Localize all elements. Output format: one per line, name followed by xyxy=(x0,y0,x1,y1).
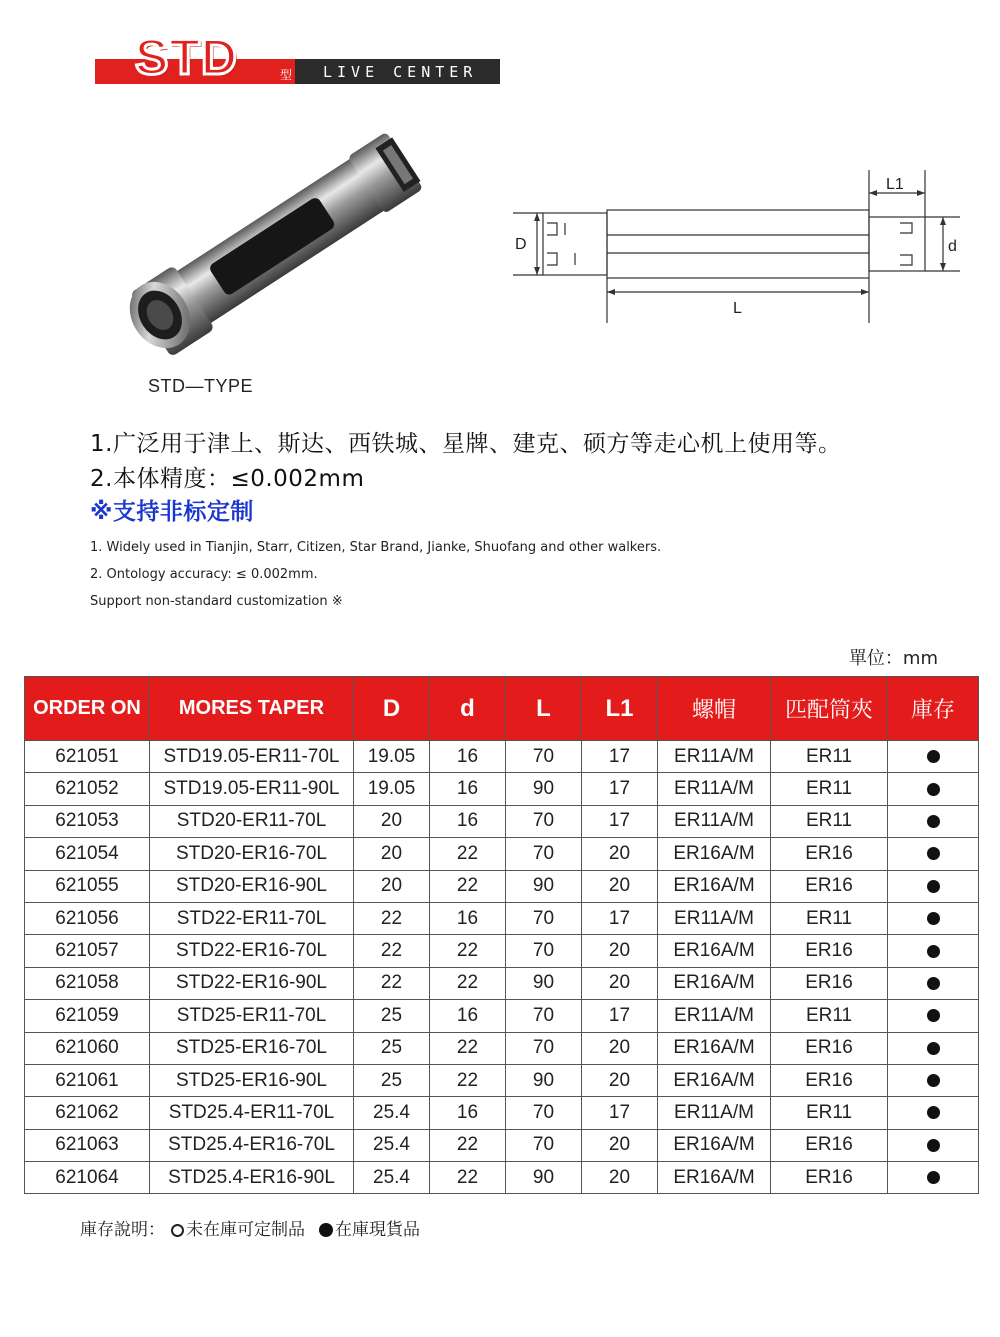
cell-collet: ER16 xyxy=(771,838,888,870)
header-collet: 匹配筒夾 xyxy=(771,677,888,741)
cell-d: 16 xyxy=(430,902,506,934)
cell-L1: 17 xyxy=(582,805,658,837)
table-row xyxy=(25,1000,979,1032)
cell-L1: 17 xyxy=(582,741,658,773)
in-stock-filled-circle-icon xyxy=(927,1106,940,1119)
header-order-no: ORDER ON xyxy=(25,677,150,741)
cell-nut: ER16A/M xyxy=(658,1064,771,1096)
cell-d: 22 xyxy=(430,838,506,870)
cell-model: STD19.05-ER11-70L xyxy=(150,741,354,773)
cell-stock xyxy=(888,967,979,999)
cell-nut: ER16A/M xyxy=(658,1129,771,1161)
header-stock: 庫存 xyxy=(888,677,979,741)
cell-d: 22 xyxy=(430,870,506,902)
dim-D-label: D xyxy=(515,236,527,253)
cell-D: 25.4 xyxy=(354,1129,430,1161)
cell-stock xyxy=(888,1032,979,1064)
header-model: MORES TAPER xyxy=(150,677,354,741)
cell-L1: 20 xyxy=(582,870,658,902)
table-row xyxy=(25,1097,979,1129)
cell-D: 25 xyxy=(354,1000,430,1032)
in-stock-filled-circle-icon xyxy=(927,912,940,925)
in-stock-filled-circle-icon xyxy=(927,750,940,763)
cell-D: 20 xyxy=(354,870,430,902)
cell-stock xyxy=(888,870,979,902)
cell-d: 22 xyxy=(430,935,506,967)
cell-model: STD25-ER16-90L xyxy=(150,1064,354,1096)
header-nut: 螺帽 xyxy=(658,677,771,741)
cell-model: STD20-ER16-70L xyxy=(150,838,354,870)
cell-d: 16 xyxy=(430,1000,506,1032)
cell-L: 70 xyxy=(506,935,582,967)
cell-nut: ER16A/M xyxy=(658,967,771,999)
cell-order-no: 621060 xyxy=(25,1032,150,1064)
in-stock-filled-circle-icon xyxy=(927,1009,940,1022)
stock-legend-filled: 在庫現貨品 xyxy=(335,1220,420,1240)
table-row xyxy=(25,741,979,773)
cell-stock xyxy=(888,935,979,967)
cell-L: 70 xyxy=(506,1032,582,1064)
cell-model: STD25-ER11-70L xyxy=(150,1000,354,1032)
header-banner xyxy=(95,29,499,86)
cell-L1: 20 xyxy=(582,838,658,870)
cell-L: 90 xyxy=(506,967,582,999)
cell-nut: ER11A/M xyxy=(658,741,771,773)
cell-model: STD19.05-ER11-90L xyxy=(150,773,354,805)
cell-D: 19.05 xyxy=(354,773,430,805)
cell-nut: ER11A/M xyxy=(658,805,771,837)
cell-L: 90 xyxy=(506,870,582,902)
cell-model: STD25-ER16-70L xyxy=(150,1032,354,1064)
description-en-line-3: Support non-standard customization ※ xyxy=(90,594,343,609)
table-row xyxy=(25,902,979,934)
cell-stock xyxy=(888,741,979,773)
in-stock-filled-circle-icon xyxy=(927,945,940,958)
cell-stock xyxy=(888,1162,979,1194)
cell-model: STD20-ER11-70L xyxy=(150,805,354,837)
stock-legend-prefix: 庫存說明： xyxy=(80,1220,165,1240)
open-circle-icon xyxy=(171,1224,184,1237)
cell-d: 16 xyxy=(430,805,506,837)
cell-nut: ER16A/M xyxy=(658,935,771,967)
cell-order-no: 621056 xyxy=(25,902,150,934)
cell-L: 90 xyxy=(506,1162,582,1194)
cell-collet: ER16 xyxy=(771,1032,888,1064)
header-d: d xyxy=(430,677,506,741)
cell-d: 16 xyxy=(430,773,506,805)
cell-model: STD22-ER16-70L xyxy=(150,935,354,967)
cell-collet: ER11 xyxy=(771,1097,888,1129)
cell-d: 22 xyxy=(430,1032,506,1064)
cell-L1: 17 xyxy=(582,773,658,805)
header-D: D xyxy=(354,677,430,741)
cell-collet: ER11 xyxy=(771,741,888,773)
dim-L1-label: L1 xyxy=(886,176,904,193)
cell-D: 25 xyxy=(354,1032,430,1064)
cell-collet: ER16 xyxy=(771,1129,888,1161)
cell-order-no: 621059 xyxy=(25,1000,150,1032)
cell-L: 70 xyxy=(506,1000,582,1032)
cell-order-no: 621064 xyxy=(25,1162,150,1194)
cell-L1: 20 xyxy=(582,1162,658,1194)
cell-collet: ER11 xyxy=(771,902,888,934)
banner-subtitle: LIVE CENTER xyxy=(323,63,478,81)
cell-model: STD22-ER11-70L xyxy=(150,902,354,934)
cell-D: 25 xyxy=(354,1064,430,1096)
cell-nut: ER11A/M xyxy=(658,902,771,934)
header-L1: L1 xyxy=(582,677,658,741)
table-row xyxy=(25,1129,979,1161)
cell-collet: ER11 xyxy=(771,773,888,805)
cell-stock xyxy=(888,805,979,837)
in-stock-filled-circle-icon xyxy=(927,783,940,796)
cell-collet: ER16 xyxy=(771,1064,888,1096)
cell-nut: ER11A/M xyxy=(658,1097,771,1129)
custom-note-cn: ※支持非标定制 xyxy=(90,499,254,525)
cell-d: 16 xyxy=(430,1097,506,1129)
cell-D: 22 xyxy=(354,935,430,967)
cell-D: 20 xyxy=(354,838,430,870)
description-cn-line-2: 2.本体精度：≤0.002mm xyxy=(90,466,365,492)
cell-order-no: 621057 xyxy=(25,935,150,967)
stock-legend xyxy=(80,1215,420,1240)
cell-stock xyxy=(888,1000,979,1032)
cell-L1: 20 xyxy=(582,1064,658,1096)
table-row xyxy=(25,870,979,902)
cell-stock xyxy=(888,1129,979,1161)
table-body xyxy=(25,741,979,1194)
cell-d: 16 xyxy=(430,741,506,773)
dim-L-label: L xyxy=(733,300,742,317)
product-type-label: STD—TYPE xyxy=(148,376,254,396)
cell-stock xyxy=(888,773,979,805)
cell-L: 70 xyxy=(506,1097,582,1129)
cell-order-no: 621063 xyxy=(25,1129,150,1161)
cell-order-no: 621054 xyxy=(25,838,150,870)
table-header-row xyxy=(25,677,979,741)
cell-D: 19.05 xyxy=(354,741,430,773)
cell-order-no: 621061 xyxy=(25,1064,150,1096)
description-en-line-1: 1. Widely used in Tianjin, Starr, Citizen, Star Brand, Jianke, Shuofang and other walkers. xyxy=(90,540,662,555)
cell-collet: ER11 xyxy=(771,805,888,837)
cell-nut: ER16A/M xyxy=(658,1032,771,1064)
cell-order-no: 621062 xyxy=(25,1097,150,1129)
cell-collet: ER16 xyxy=(771,1162,888,1194)
cell-L: 90 xyxy=(506,1064,582,1096)
cell-D: 25.4 xyxy=(354,1097,430,1129)
cell-d: 22 xyxy=(430,967,506,999)
cell-model: STD25.4-ER11-70L xyxy=(150,1097,354,1129)
cell-D: 25.4 xyxy=(354,1162,430,1194)
type-char: 型 xyxy=(280,68,293,82)
table-row xyxy=(25,1162,979,1194)
dimension-drawing xyxy=(505,165,970,330)
table-row xyxy=(25,805,979,837)
in-stock-filled-circle-icon xyxy=(927,1171,940,1184)
in-stock-filled-circle-icon xyxy=(927,847,940,860)
cell-order-no: 621055 xyxy=(25,870,150,902)
cell-L: 70 xyxy=(506,805,582,837)
table-row xyxy=(25,967,979,999)
description-cn-line-1: 1.广泛用于津上、斯达、西铁城、星牌、建克、硕方等走心机上使用等。 xyxy=(90,431,842,457)
cell-order-no: 621053 xyxy=(25,805,150,837)
in-stock-filled-circle-icon xyxy=(927,815,940,828)
cell-L1: 17 xyxy=(582,902,658,934)
cell-stock xyxy=(888,838,979,870)
cell-L1: 20 xyxy=(582,1032,658,1064)
cell-L: 70 xyxy=(506,741,582,773)
cell-collet: ER11 xyxy=(771,1000,888,1032)
cell-model: STD25.4-ER16-70L xyxy=(150,1129,354,1161)
table-row xyxy=(25,935,979,967)
cell-L1: 20 xyxy=(582,967,658,999)
description-en-line-2: 2. Ontology accuracy: ≤ 0.002mm. xyxy=(90,567,318,582)
cell-L1: 20 xyxy=(582,1129,658,1161)
filled-circle-icon xyxy=(319,1223,333,1237)
cell-order-no: 621052 xyxy=(25,773,150,805)
table-row xyxy=(25,1032,979,1064)
cell-D: 20 xyxy=(354,805,430,837)
in-stock-filled-circle-icon xyxy=(927,880,940,893)
cell-d: 22 xyxy=(430,1064,506,1096)
cell-D: 22 xyxy=(354,902,430,934)
cell-nut: ER11A/M xyxy=(658,773,771,805)
live-center-product-image xyxy=(110,115,450,365)
cell-nut: ER16A/M xyxy=(658,838,771,870)
cell-order-no: 621058 xyxy=(25,967,150,999)
cell-model: STD22-ER16-90L xyxy=(150,967,354,999)
cell-D: 22 xyxy=(354,967,430,999)
brand-title: STD xyxy=(135,29,238,85)
in-stock-filled-circle-icon xyxy=(927,1139,940,1152)
cell-stock xyxy=(888,1097,979,1129)
table-row xyxy=(25,838,979,870)
cell-L1: 17 xyxy=(582,1097,658,1129)
cell-model: STD25.4-ER16-90L xyxy=(150,1162,354,1194)
cell-stock xyxy=(888,902,979,934)
cell-collet: ER16 xyxy=(771,967,888,999)
cell-d: 22 xyxy=(430,1162,506,1194)
cell-nut: ER16A/M xyxy=(658,870,771,902)
cell-L1: 20 xyxy=(582,935,658,967)
table-row xyxy=(25,773,979,805)
cell-L: 90 xyxy=(506,773,582,805)
cell-nut: ER11A/M xyxy=(658,1000,771,1032)
cell-L1: 17 xyxy=(582,1000,658,1032)
cell-stock xyxy=(888,1064,979,1096)
cell-L: 70 xyxy=(506,1129,582,1161)
cell-L: 70 xyxy=(506,902,582,934)
cell-collet: ER16 xyxy=(771,870,888,902)
in-stock-filled-circle-icon xyxy=(927,1074,940,1087)
table-row xyxy=(25,1064,979,1096)
unit-label: 單位：mm xyxy=(848,648,938,669)
cell-L: 70 xyxy=(506,838,582,870)
cell-order-no: 621051 xyxy=(25,741,150,773)
cell-d: 22 xyxy=(430,1129,506,1161)
in-stock-filled-circle-icon xyxy=(927,1042,940,1055)
cell-collet: ER16 xyxy=(771,935,888,967)
cell-model: STD20-ER16-90L xyxy=(150,870,354,902)
dim-d-label: d xyxy=(948,238,957,255)
cell-nut: ER16A/M xyxy=(658,1162,771,1194)
header-L: L xyxy=(506,677,582,741)
stock-legend-open: 未在庫可定制品 xyxy=(186,1220,305,1240)
in-stock-filled-circle-icon xyxy=(927,977,940,990)
spec-table xyxy=(24,676,979,1194)
